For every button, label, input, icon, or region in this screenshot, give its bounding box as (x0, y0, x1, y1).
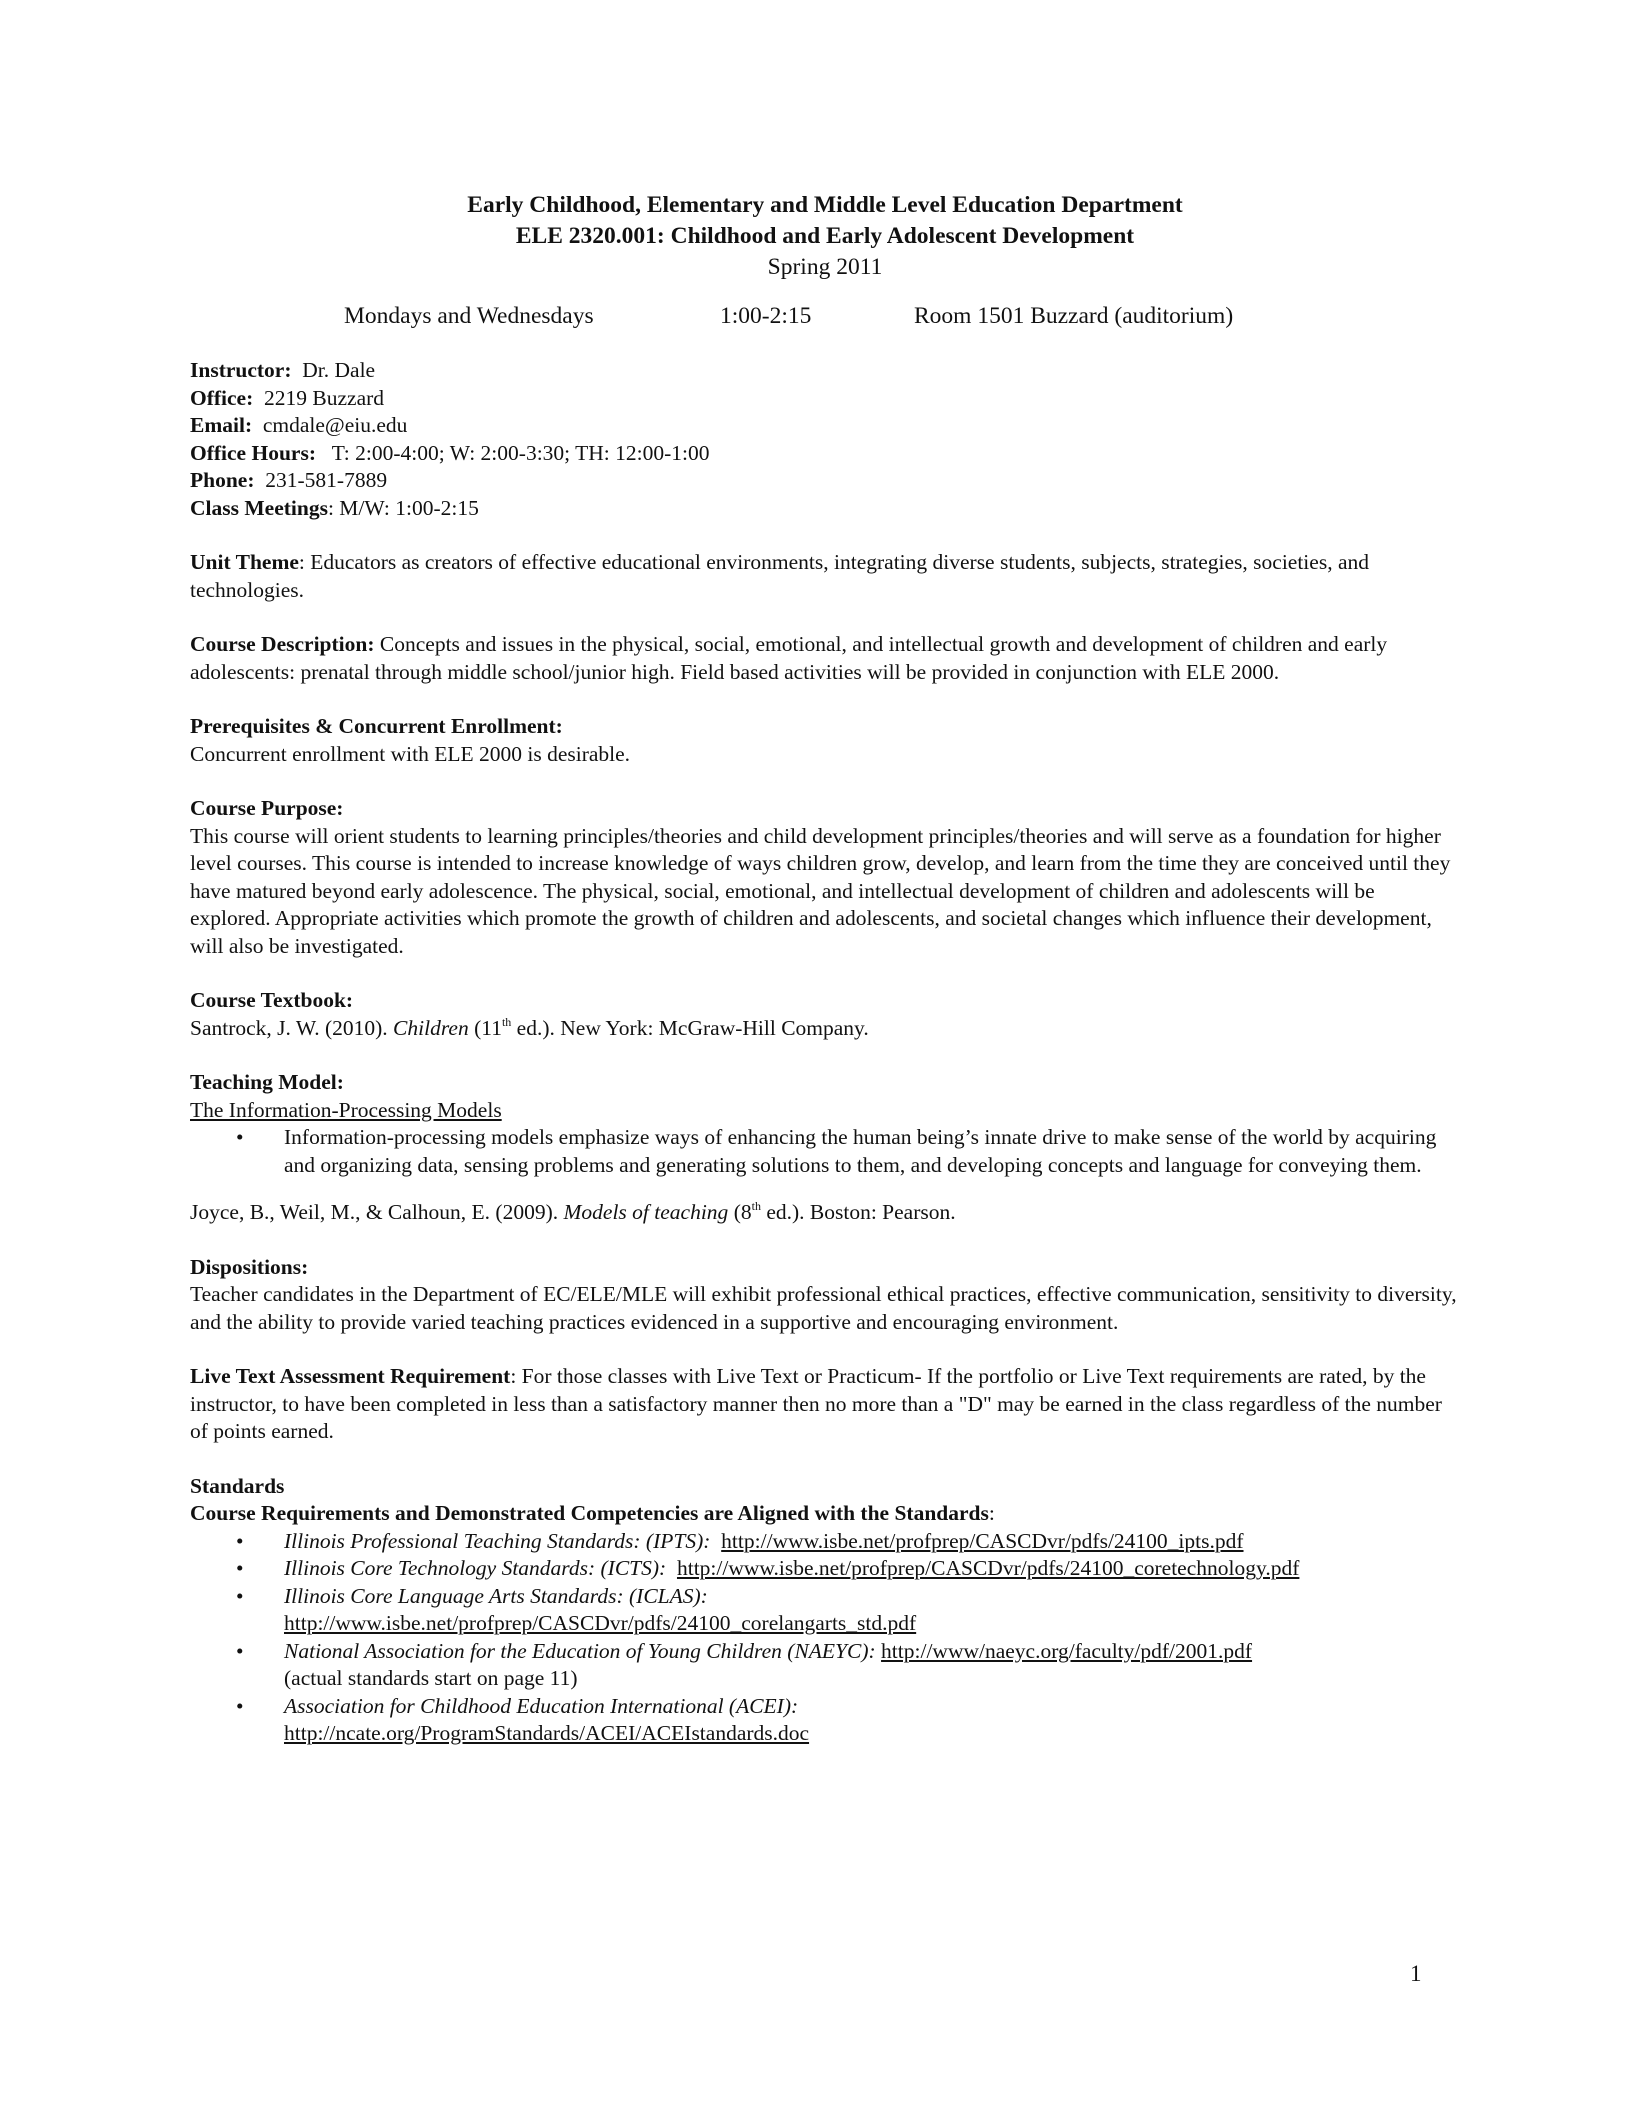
info-label: Office: (190, 385, 254, 410)
reference-title: Models of teaching (563, 1200, 729, 1224)
standards (190, 1473, 1460, 1748)
info-office-hours (190, 440, 1460, 468)
unit-theme (190, 549, 1460, 604)
list-item (190, 1528, 1460, 1556)
standard-link[interactable]: http://www.isbe.net/profprep/CASCDvr/pdfs/24100_ipts.pdf (721, 1528, 1244, 1553)
list-item (190, 1638, 1460, 1693)
textbook-edition-sup: th (501, 1014, 512, 1029)
dispositions-label: Dispositions: (190, 1254, 309, 1279)
instructor-info (190, 357, 1460, 522)
term: Spring 2011 (767, 254, 883, 280)
teaching-model-list (190, 1124, 1460, 1179)
info-value: 231-581-7889 (265, 468, 388, 492)
live-text-requirement (190, 1363, 1460, 1446)
textbook-title: Children (393, 1015, 469, 1040)
info-label: Phone: (190, 468, 255, 492)
standard-name: Illinois Core Technology Standards: (ICTS): (284, 1556, 667, 1580)
teaching-model-point: Information-processing models emphasize ways of enhancing the human being’s innate drive to make sense of the world by acquiring and organizing data, sensing problems and generating solutions to them, and developing concepts and language for conveying them. (284, 1125, 1437, 1177)
reference-authors: Joyce, B., Weil, M., & Calhoun, E. (2009). (190, 1200, 564, 1224)
info-office (190, 385, 1460, 413)
standards-label: Standards (190, 1473, 285, 1498)
list-item (190, 1555, 1460, 1583)
standards-list (190, 1528, 1460, 1748)
teaching-model-label: Teaching Model: (190, 1070, 344, 1094)
schedule-time: 1:00-2:15 (720, 303, 812, 329)
standard-link[interactable]: http://www.isbe.net/profprep/CASCDvr/pdfs/24100_coretechnology.pdf (676, 1556, 1300, 1580)
teaching-model (190, 1069, 1460, 1227)
standards-sublabel-colon: : (988, 1501, 995, 1525)
standard-name: Illinois Core Language Arts Standards: (ICLAS): (284, 1583, 708, 1608)
dispositions-text: Teacher candidates in the Department of EC/ELE/MLE will exhibit professional ethical practices, effective communication, sensitivity to diversity, and the ability to provide varied teaching practices evidenced in a supportive and encouraging environment. (190, 1282, 1457, 1334)
page-content (190, 190, 1460, 1748)
info-value: cmdale@eiu.edu (262, 413, 408, 437)
course-description (190, 631, 1460, 686)
info-label: Office Hours: (190, 440, 316, 465)
course-purpose (190, 795, 1460, 960)
course-purpose-label: Course Purpose: (190, 796, 344, 820)
textbook-label: Course Textbook: (190, 988, 354, 1012)
course-purpose-text: This course will orient students to learning principles/theories and child development principles/theories and will serve as a foundation for higher level courses. This course is intended to increase knowledge of ways children grow, develop, and learn from the time they are conceived until they have matured beyond early adolescence. The physical, social, emotional, and intellectual development of children and adolescents will be explored. Appropriate activities which promote the growth of children and adolescents, and societal changes which influence their development, will also be investigated. (190, 823, 1451, 958)
info-email (190, 412, 1460, 440)
info-value: 2219 Buzzard (264, 385, 385, 410)
teaching-model-subtitle: The Information-Processing Models (190, 1097, 502, 1122)
textbook-citation (190, 1015, 1460, 1043)
bullet-icon: • (236, 1528, 244, 1553)
document-header (190, 190, 1460, 283)
live-text-text: : For those classes with Live Text or Practicum- If the portfolio or Live Text requirements are rated, by the instructor, to have been completed in less than a satisfactory manner then no more than a "D" may be earned in the class regardless of the number of points earned. (190, 1364, 1442, 1443)
course-description-label: Course Description: (190, 632, 375, 656)
textbook-publisher: ed.). New York: McGraw-Hill Company. (511, 1015, 869, 1040)
bullet-icon: • (236, 1583, 244, 1608)
standards-sublabel: Course Requirements and Demonstrated Competencies are Aligned with the Standards (190, 1501, 989, 1525)
bullet-icon: • (236, 1638, 244, 1663)
page-number: 1 (1410, 1961, 1422, 1986)
info-label: Email: (190, 413, 253, 437)
teaching-model-reference (190, 1199, 1460, 1227)
schedule-line (190, 301, 1460, 331)
reference-edition-sup: th (751, 1199, 761, 1213)
info-value: T: 2:00-4:00; W: 2:00-3:30; TH: 12:00-1:00 (331, 440, 710, 465)
standard-link[interactable]: http://ncate.org/ProgramStandards/ACEI/ACEIstandards.doc (284, 1721, 810, 1745)
info-label: Instructor: (190, 358, 292, 382)
info-phone (190, 467, 1460, 495)
standard-name: Association for Childhood Education International (ACEI): (284, 1693, 799, 1718)
department-title: Early Childhood, Elementary and Middle Level Education Department (467, 192, 1183, 218)
info-instructor (190, 357, 1460, 385)
bullet-icon: • (236, 1693, 244, 1718)
reference-publisher: ed.). Boston: Pearson. (760, 1200, 956, 1224)
list-item (190, 1124, 1460, 1179)
standard-note: (actual standards start on page 11) (284, 1666, 578, 1690)
standard-link[interactable]: http://www/naeyc.org/faculty/pdf/2001.pdf (881, 1638, 1253, 1663)
list-item (190, 1583, 1460, 1638)
dispositions (190, 1254, 1460, 1337)
standard-name: Illinois Professional Teaching Standards: (IPTS): (284, 1528, 711, 1553)
reference-edition-open: (8 (728, 1200, 752, 1224)
prerequisites-label: Prerequisites & Concurrent Enrollment: (190, 714, 563, 738)
info-label: Class Meetings (190, 495, 328, 520)
schedule-room: Room 1501 Buzzard (auditorium) (914, 303, 1234, 329)
prerequisites-text: Concurrent enrollment with ELE 2000 is desirable. (190, 741, 631, 766)
info-class-meetings (190, 495, 1460, 523)
textbook-edition-open: (11 (468, 1015, 502, 1040)
unit-theme-text: : Educators as creators of effective educational environments, integrating diverse students, subjects, strategies, societies, and technologies. (190, 550, 1369, 602)
textbook-author: Santrock, J. W. (2010). (190, 1015, 394, 1040)
live-text-label: Live Text Assessment Requirement (190, 1364, 511, 1388)
course-description-text: Concepts and issues in the physical, social, emotional, and intellectual growth and development of children and early adolescents: prenatal through middle school/junior high. Field based activities will be provided in conjunction with ELE 2000. (190, 632, 1388, 684)
course-textbook (190, 987, 1460, 1042)
info-value: : M/W: 1:00-2:15 (327, 495, 479, 520)
standard-link[interactable]: http://www.isbe.net/profprep/CASCDvr/pdfs/24100_corelangarts_std.pdf (284, 1611, 917, 1635)
info-value: Dr. Dale (302, 358, 376, 382)
standard-name: National Association for the Education of Young Children (NAEYC): (284, 1638, 876, 1663)
prerequisites (190, 713, 1460, 768)
bullet-icon: • (236, 1125, 244, 1149)
unit-theme-label: Unit Theme (190, 550, 299, 574)
bullet-icon: • (236, 1556, 244, 1580)
course-title: ELE 2320.001: Childhood and Early Adolescent Development (515, 223, 1135, 249)
list-item (190, 1693, 1460, 1748)
schedule-days: Mondays and Wednesdays (344, 303, 594, 329)
